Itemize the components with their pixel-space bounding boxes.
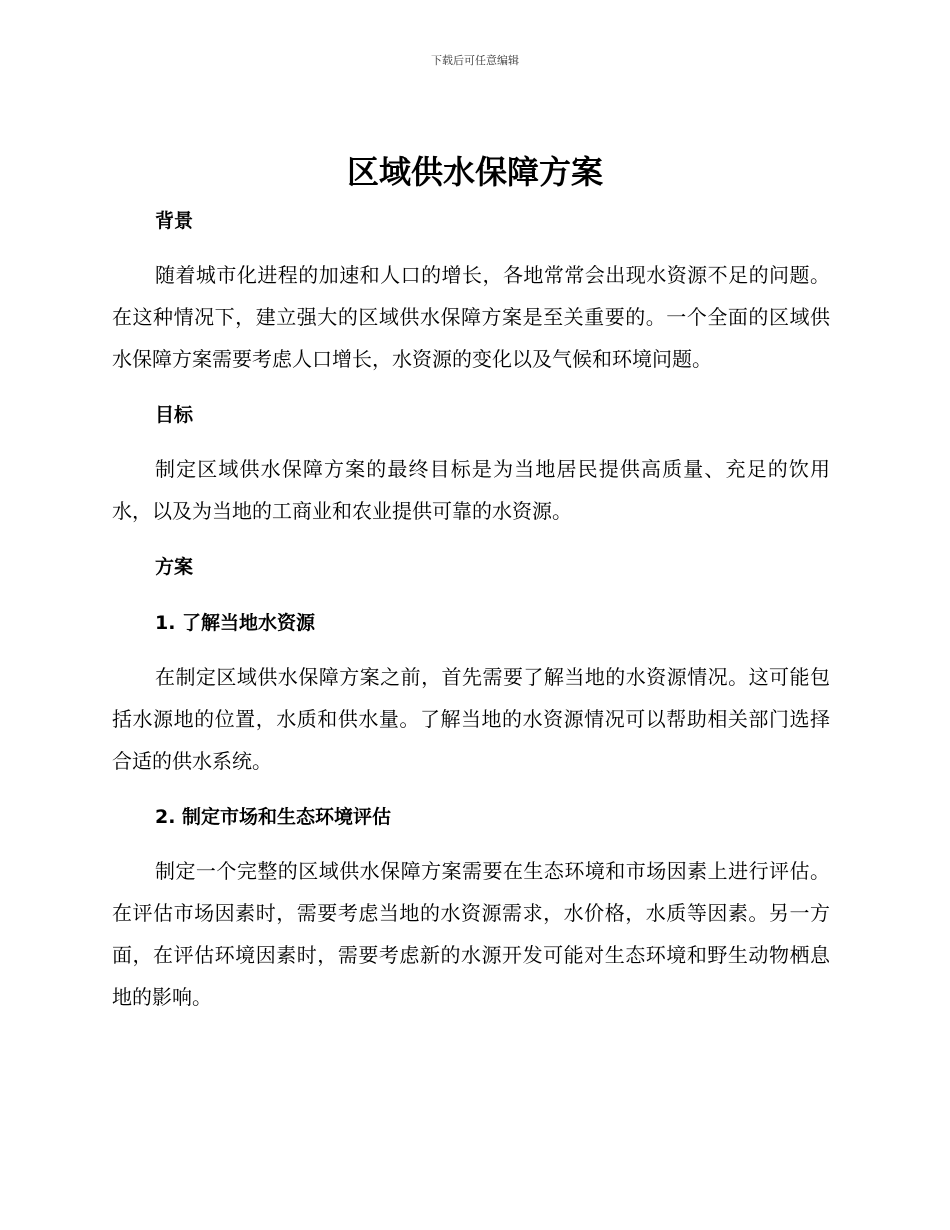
step-paragraph-2: 制定一个完整的区域供水保障方案需要在生态环境和市场因素上进行评估。在评估市场因素时，需要考虑当地的水资源需求，水价格，水质等因素。另一方面，在评估环境因素时，需要考虑新的水源开发可能对生态环境和野生动物栖息地的影响。 bbox=[112, 859, 830, 1009]
document-body bbox=[112, 200, 830, 1018]
step-paragraph-1: 在制定区域供水保障方案之前，首先需要了解当地的水资源情况。这可能包括水源地的位置，水质和供水量。了解当地的水资源情况可以帮助相关部门选择合适的供水系统。 bbox=[112, 665, 830, 773]
document-title: 区域供水保障方案 bbox=[346, 153, 603, 191]
section-heading-goal: 目标 bbox=[155, 404, 194, 426]
step-heading-2: 2. 制定市场和生态环境评估 bbox=[155, 806, 392, 828]
step-heading-1: 1. 了解当地水资源 bbox=[155, 612, 316, 634]
header-note: 下载后可任意编辑 bbox=[431, 54, 519, 67]
section-paragraph-goal: 制定区域供水保障方案的最终目标是为当地居民提供高质量、充足的饮用水，以及为当地的工商业和农业提供可靠的水资源。 bbox=[112, 457, 830, 523]
section-paragraph-background: 随着城市化进程的加速和人口的增长，各地常常会出现水资源不足的问题。在这种情况下，建立强大的区域供水保障方案是至关重要的。一个全面的区域供水保障方案需要考虑人口增长，水资源的变化以及气候和环境问题。 bbox=[112, 263, 830, 371]
section-heading-plan: 方案 bbox=[155, 556, 194, 578]
section-heading-background: 背景 bbox=[155, 210, 194, 232]
